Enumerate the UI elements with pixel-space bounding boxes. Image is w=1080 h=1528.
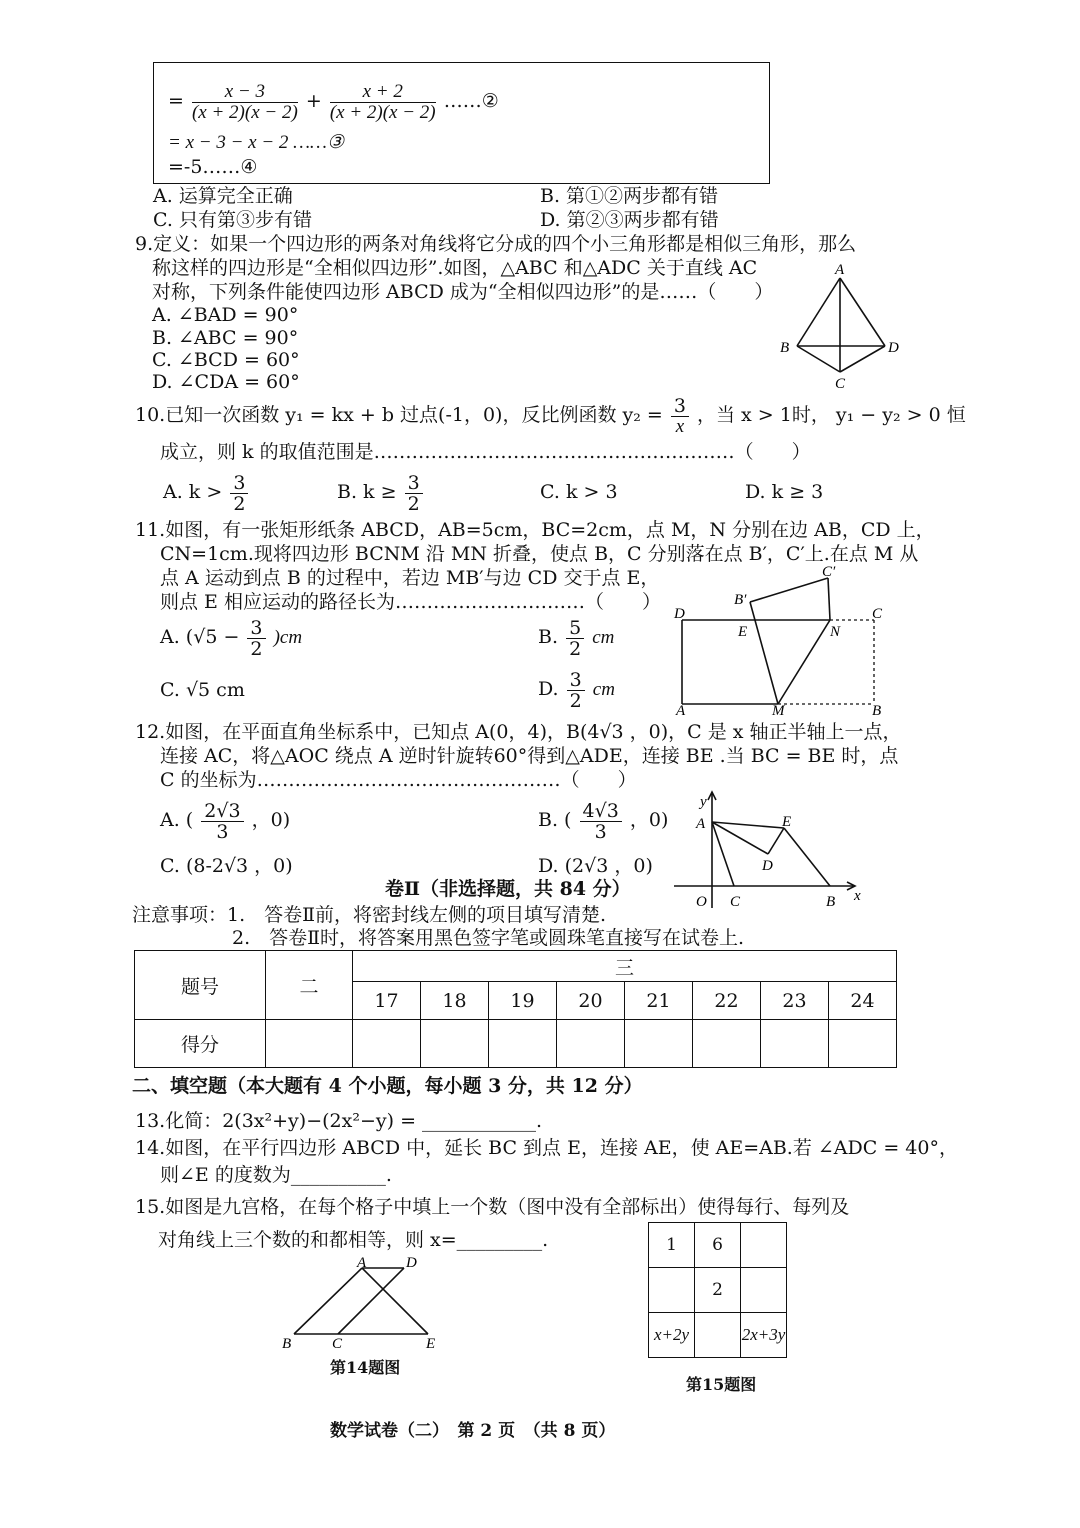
q12-seg-ac	[712, 822, 734, 886]
score-cell-24[interactable]	[829, 1020, 897, 1068]
q11-opt-b-den: 2	[569, 637, 582, 660]
score-cell-19[interactable]	[489, 1020, 557, 1068]
q15-cell-r1c2: 6	[695, 1223, 741, 1268]
q10-frac-3-over-x	[671, 396, 689, 437]
q15-cell-r2c3	[741, 1268, 787, 1313]
q10-opt-a-frac	[230, 473, 248, 514]
q14-figure	[278, 1254, 448, 1349]
q8-eq-sign: =	[168, 90, 184, 112]
q15-cell-r1c3	[741, 1223, 787, 1268]
q8-frac1-num: x − 3	[192, 82, 298, 103]
q15-cell-r3c3: 2x+3y	[741, 1313, 787, 1358]
page-footer: 数学试卷（二） 第 2 页 （共 8 页）	[330, 1421, 616, 1441]
part2-notice-2: 2. 答卷Ⅱ时，将答案用黑色签字笔或圆珠笔直接写在试卷上.	[232, 927, 745, 949]
score-col-17: 17	[353, 982, 421, 1020]
q12-seg-ad	[712, 822, 768, 854]
q12-label-y: y	[700, 794, 707, 810]
score-cell-20[interactable]	[557, 1020, 625, 1068]
q11-label-c: C	[872, 606, 883, 622]
q15-magic-square	[648, 1222, 787, 1358]
q10-opt-b-frac	[405, 473, 423, 514]
q11-fold-c-prime-n	[828, 578, 830, 620]
q9-option-c: C. ∠BCD = 60°	[152, 349, 300, 371]
q8-option-c: C. 只有第③步有错	[153, 209, 312, 231]
q10-opt-a-den: 2	[233, 492, 246, 515]
q11-label-a: A	[676, 703, 686, 717]
q8-box-line2	[168, 73, 499, 129]
q11-label-b: B	[872, 703, 882, 717]
q12-opt-a-text: A. (	[160, 809, 194, 831]
q11-opt-b-text: B.	[538, 626, 559, 648]
q11-label-m: M	[772, 703, 785, 717]
score-cell-18[interactable]	[421, 1020, 489, 1068]
q11-opt-b-num: 5	[566, 618, 584, 639]
q11-opt-a-den: 2	[250, 637, 263, 660]
q11-option-b	[538, 615, 614, 660]
score-cell-21[interactable]	[625, 1020, 693, 1068]
q11-option-a	[160, 615, 302, 660]
score-col-22: 22	[693, 982, 761, 1020]
q9-line3: 对称，下列条件能使四边形 ABCD 成为“全相似四边形”的是……（ ）	[152, 281, 774, 303]
q8-option-a: A. 运算完全正确	[153, 185, 293, 207]
q9-edge-ab	[797, 278, 840, 346]
q12-line3: C 的坐标为…………………………………………（ ）	[160, 769, 637, 791]
q11-opt-d-unit: cm	[592, 679, 615, 700]
q10-opt-b-text: B. k ≥	[337, 481, 397, 503]
q11-opt-d-frac	[567, 670, 585, 711]
q10-frac-num: 3	[671, 396, 689, 417]
q11-label-n: N	[830, 624, 841, 640]
q14-caption: 第14题图	[330, 1358, 401, 1377]
q9-edge-dc	[840, 346, 885, 372]
q10-opt-b-den: 2	[407, 492, 420, 515]
q10-option-a	[163, 470, 250, 514]
score-row-label-number: 题号	[135, 951, 266, 1020]
q15-cell-r3c1: x+2y	[649, 1313, 695, 1358]
q14-label-e: E	[426, 1336, 436, 1349]
q9-line2: 称这样的四边形是“全相似四边形”.如图，△ABC 和△ADC 关于直线 AC	[152, 257, 758, 279]
q10-option-b	[337, 470, 425, 514]
q12-label-d: D	[762, 858, 773, 874]
q8-frac2-num: x + 2	[330, 82, 436, 103]
q12-label-x: x	[854, 888, 861, 904]
q11-figure	[670, 562, 895, 717]
q11-crease-mn	[778, 620, 830, 704]
q8-work-box	[153, 62, 770, 184]
q13-text: 13.化简：2(3x²+y)−(2x²−y) = ____________.	[135, 1110, 543, 1132]
q14-edge-ab	[294, 1268, 362, 1334]
q14-label-c: C	[332, 1336, 343, 1349]
q11-option-c: C. √5 cm	[160, 679, 245, 701]
q11-line2: CN=1cm.现将四边形 BCNM 沿 MN 折叠，使点 B，C 分别落在点 B′，C′上.在点 M 从	[160, 543, 919, 565]
q10-frac-den: x	[675, 415, 685, 437]
q12-line2: 连接 AC，将△AOC 绕点 A 逆时针旋转60°得到△ADE，连接 BE .当 BC = BE 时，点	[160, 745, 899, 767]
q10-opt-b-num: 3	[405, 473, 423, 494]
score-col-19: 19	[489, 982, 557, 1020]
q8-option-d: D. 第②③两步都有错	[540, 209, 719, 231]
q12-line1: 12.如图，在平面直角坐标系中，已知点 A(0，4)，B(4√3 ，0)，C 是 x 轴正半轴上一点，	[135, 721, 902, 743]
score-col-21: 21	[625, 982, 693, 1020]
q10-opt-a-num: 3	[230, 473, 248, 494]
q12-opt-a-frac	[201, 801, 243, 842]
q11-fold-mb-prime	[750, 602, 778, 704]
q14-line1: 14.如图，在平行四边形 ABCD 中，延长 BC 到点 E，连接 AE，使 AE=AB.若 ∠ADC = 40°，	[135, 1137, 958, 1159]
q8-option-b: B. 第①②两步都有错	[540, 185, 719, 207]
q15-line2: 对角线上三个数的和都相等，则 x=_________.	[158, 1229, 549, 1251]
q15-caption: 第15题图	[686, 1375, 757, 1394]
q12-seg-eb	[784, 828, 830, 886]
q14-label-b: B	[282, 1336, 292, 1349]
score-table	[134, 950, 897, 1068]
q8-frac2-den: (x + 2)(x − 2)	[329, 101, 436, 123]
q10-line1-part-b: ，当 x > 1时， y₁ − y₂ > 0 恒	[697, 404, 966, 426]
score-col-three: 三	[353, 951, 897, 982]
part2-title: 卷Ⅱ（非选择题，共 84 分）	[385, 878, 631, 900]
q14-label-d: D	[406, 1255, 417, 1271]
score-cell-17[interactable]	[353, 1020, 421, 1068]
score-cell-23[interactable]	[761, 1020, 829, 1068]
score-cell-22[interactable]	[693, 1020, 761, 1068]
q12-seg-ae	[712, 822, 784, 828]
score-col-20: 20	[557, 982, 625, 1020]
score-col-18: 18	[421, 982, 489, 1020]
q11-opt-d-den: 2	[569, 689, 582, 712]
q12-option-a	[160, 798, 290, 842]
q8-box-line4: =-5……④	[168, 156, 258, 178]
q11-option-d	[538, 667, 615, 712]
q8-frac-1	[192, 82, 298, 123]
q8-box-line3: = x − 3 − x − 2 ……③	[168, 132, 344, 153]
q11-line1: 11.如图，有一张矩形纸条 ABCD，AB=5cm，BC=2cm，点 M，N 分别在边 AB，CD 上，	[135, 519, 935, 541]
q12-label-b: B	[826, 894, 836, 910]
q11-opt-a-text: A. (√5 −	[160, 626, 240, 648]
q9-label-b: B	[780, 340, 790, 356]
part2-notice-1: 注意事项：1. 答卷Ⅱ前，将密封线左侧的项目填写清楚.	[132, 904, 607, 926]
q8-step2-mark: ……②	[443, 90, 499, 112]
score-col-23: 23	[761, 982, 829, 1020]
q8-frac1-den: (x + 2)(x − 2)	[191, 101, 298, 123]
q12-label-c: C	[730, 894, 741, 910]
q11-label-d: D	[674, 606, 685, 622]
score-col-24: 24	[829, 982, 897, 1020]
q9-line1: 9.定义：如果一个四边形的两条对角线将它分成的四个小三角形都是相似三角形，那么	[135, 233, 857, 255]
q12-opt-b-num: 4√3	[580, 801, 622, 822]
q14-label-a: A	[357, 1255, 367, 1271]
q9-option-b: B. ∠ABC = 90°	[152, 327, 299, 349]
q12-option-d: D. (2√3 ，0)	[538, 855, 653, 877]
q9-option-a: A. ∠BAD = 90°	[152, 304, 299, 326]
q14-line2: 则∠E 的度数为__________.	[160, 1164, 392, 1186]
q8-frac-2	[330, 82, 436, 123]
q10-option-c: C. k > 3	[540, 481, 618, 503]
q11-opt-b-unit: cm	[592, 627, 615, 648]
q12-option-b	[538, 798, 668, 842]
q10-line1-part-a: 10.已知一次函数 y₁ = kx + b 过点(-1，0)，反比例函数 y₂ =	[135, 404, 663, 426]
q12-opt-b-post: ，0)	[629, 809, 669, 831]
score-col-two: 二	[266, 951, 353, 1020]
q9-figure	[775, 260, 905, 395]
q11-line3: 点 A 运动到点 B 的过程中，若边 MB′与边 CD 交于点 E，	[160, 567, 660, 589]
q12-opt-a-den: 3	[216, 820, 229, 843]
q12-opt-a-num: 2√3	[201, 801, 243, 822]
q12-opt-b-den: 3	[594, 820, 607, 843]
q9-label-c: C	[835, 376, 846, 392]
q11-opt-a-num: 3	[247, 618, 265, 639]
q11-opt-d-text: D.	[538, 678, 559, 700]
q11-opt-d-num: 3	[567, 670, 585, 691]
q11-opt-a-frac	[247, 618, 265, 659]
q9-edge-bc	[797, 346, 840, 372]
q11-fold-b-prime-c-prime	[750, 578, 828, 602]
q15-cell-r1c1: 1	[649, 1223, 695, 1268]
q12-opt-b-text: B. (	[538, 809, 572, 831]
q11-label-e: E	[738, 624, 748, 640]
section2-heading: 二、填空题（本大题有 4 个小题，每小题 3 分，共 12 分）	[132, 1075, 643, 1097]
q15-cell-r3c2	[695, 1313, 741, 1358]
q11-opt-b-frac	[566, 618, 584, 659]
q9-label-d: D	[888, 340, 899, 356]
q8-plus: +	[305, 90, 322, 112]
score-cell-two[interactable]	[266, 1020, 353, 1068]
q15-cell-r2c2: 2	[695, 1268, 741, 1313]
q11-line4: 则点 E 相应运动的路径长为…………………………（ ）	[160, 591, 661, 613]
q9-label-a: A	[835, 262, 845, 278]
q15-line1: 15.如图是九宫格，在每个格子中填上一个数（图中没有全部标出）使得每行、每列及	[135, 1196, 850, 1218]
q10-line2: 成立，则 k 的取值范围是…………………………………………………（ ）	[160, 441, 811, 463]
q12-opt-a-post: ，0)	[251, 809, 291, 831]
q12-label-a: A	[696, 816, 706, 832]
q10-line1	[135, 392, 966, 438]
q9-edge-ad	[840, 278, 885, 346]
q12-label-o: O	[696, 894, 707, 910]
q12-figure	[672, 788, 872, 914]
q15-cell-r2c1	[649, 1268, 695, 1313]
q12-label-e: E	[782, 814, 792, 830]
q11-label-c-prime: C′	[822, 564, 836, 580]
score-row-label-score: 得分	[135, 1020, 266, 1068]
q10-option-d: D. k ≥ 3	[745, 481, 824, 503]
q11-label-b-prime: B′	[734, 592, 747, 608]
q12-seg-de	[768, 828, 784, 854]
q10-opt-a-text: A. k >	[163, 481, 223, 503]
q12-option-c: C. (8-2√3 ，0)	[160, 855, 293, 877]
q12-opt-b-frac	[580, 801, 622, 842]
q9-option-d: D. ∠CDA = 60°	[152, 371, 300, 393]
q11-opt-a-unit: )cm	[273, 627, 303, 648]
